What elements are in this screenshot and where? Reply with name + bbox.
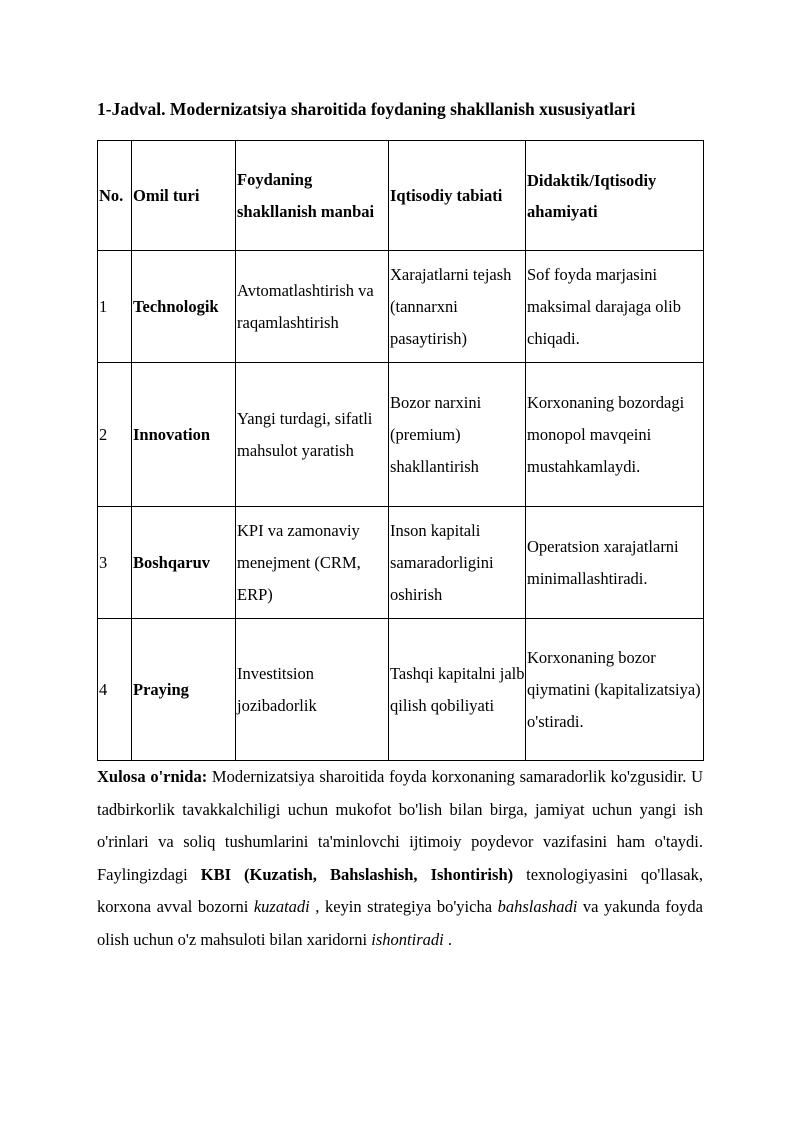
cell-omil: Boshqaruv (132, 507, 236, 619)
kuzatadi-term: kuzatadi (253, 897, 310, 916)
cell-no: 1 (98, 251, 132, 363)
cell-tabiat: Bozor narxini (premium) shakllantirish (389, 363, 526, 507)
header-no: No. (98, 141, 132, 251)
cell-omil: Innovation (132, 363, 236, 507)
table-row (98, 619, 704, 761)
cell-ahamiyat: Operatsion xarajatlarni minimallashtiradi. (526, 507, 704, 619)
table-row (98, 507, 704, 619)
cell-no: 3 (98, 507, 132, 619)
header-omil-turi: Omil turi (132, 141, 236, 251)
cell-manba: Investitsion jozibadorlik (236, 619, 389, 761)
table-row (98, 251, 704, 363)
conclusion-text-1: Modernizatsiya sharoitida foyda korxonaning samaradorlik ko'zgusidir. U tadbirkorlik tavakkalchiligi uchun mukofot bo'lish bilan birga, jamiyat uchun yangi ish o'rinlari va soliq tushumlarini ta'minlovchi ijtimoiy poydevor vazifasini ham o'taydi. Faylingizdagi (97, 767, 703, 884)
table-row (98, 363, 704, 507)
header-foyda-manbai: Foydaning shakllanish manbai (236, 141, 389, 251)
cell-omil: Praying (132, 619, 236, 761)
kbi-term: KBI (Kuzatish, Bahslashish, Ishontirish) (200, 864, 514, 884)
header-ahamiyati: Didaktik/Iqtisodiy ahamiyati (526, 141, 704, 251)
cell-ahamiyat: Korxonaning bozordagi monopol mavqeini mustahkamlaydi. (526, 363, 704, 507)
cell-manba: Avtomatlashtirish va raqamlashtirish (236, 251, 389, 363)
cell-no: 4 (98, 619, 132, 761)
conclusion-text-3: , keyin strategiya bo'yicha (309, 897, 498, 916)
cell-ahamiyat: Korxonaning bozor qiymatini (kapitalizatsiya) o'stiradi. (526, 619, 704, 761)
table-header-row (98, 141, 704, 251)
table-caption: 1-Jadval. Modernizatsiya sharoitida foydaning shakllanish xususiyatlari (97, 99, 636, 119)
conclusion-text-4: va yakunda foyda olish uchun o'z mahsuloti bilan xaridorni (97, 897, 703, 949)
conclusion-text-2: texnologiyasini qo'llasak, korxona avval bozorni (97, 864, 703, 916)
cell-tabiat: Xarajatlarni tejash (tannarxni pasaytirish) (389, 251, 526, 363)
bahslashadi-term: bahslashadi (497, 897, 578, 916)
conclusion-lead: Xulosa o'rnida: (97, 767, 208, 786)
conclusion-paragraph (97, 761, 703, 956)
cell-tabiat: Inson kapitali samaradorligini oshirish (389, 507, 526, 619)
cell-tabiat: Tashqi kapitalni jalb qilish qobiliyati (389, 619, 526, 761)
header-iqtisodiy-tabiati: Iqtisodiy tabiati (389, 141, 526, 251)
cell-manba: Yangi turdagi, sifatli mahsulot yaratish (236, 363, 389, 507)
ishontiradi-term: ishontiradi (371, 929, 444, 949)
cell-ahamiyat: Sof foyda marjasini maksimal darajaga olib chiqadi. (526, 251, 704, 363)
profit-factors-table (97, 140, 704, 761)
document-page (97, 96, 703, 956)
conclusion-text-5: . (443, 929, 452, 949)
cell-no: 2 (98, 363, 132, 507)
cell-omil: Technologik (132, 251, 236, 363)
cell-manba: KPI va zamonaviy menejment (CRM, ERP) (236, 507, 389, 619)
